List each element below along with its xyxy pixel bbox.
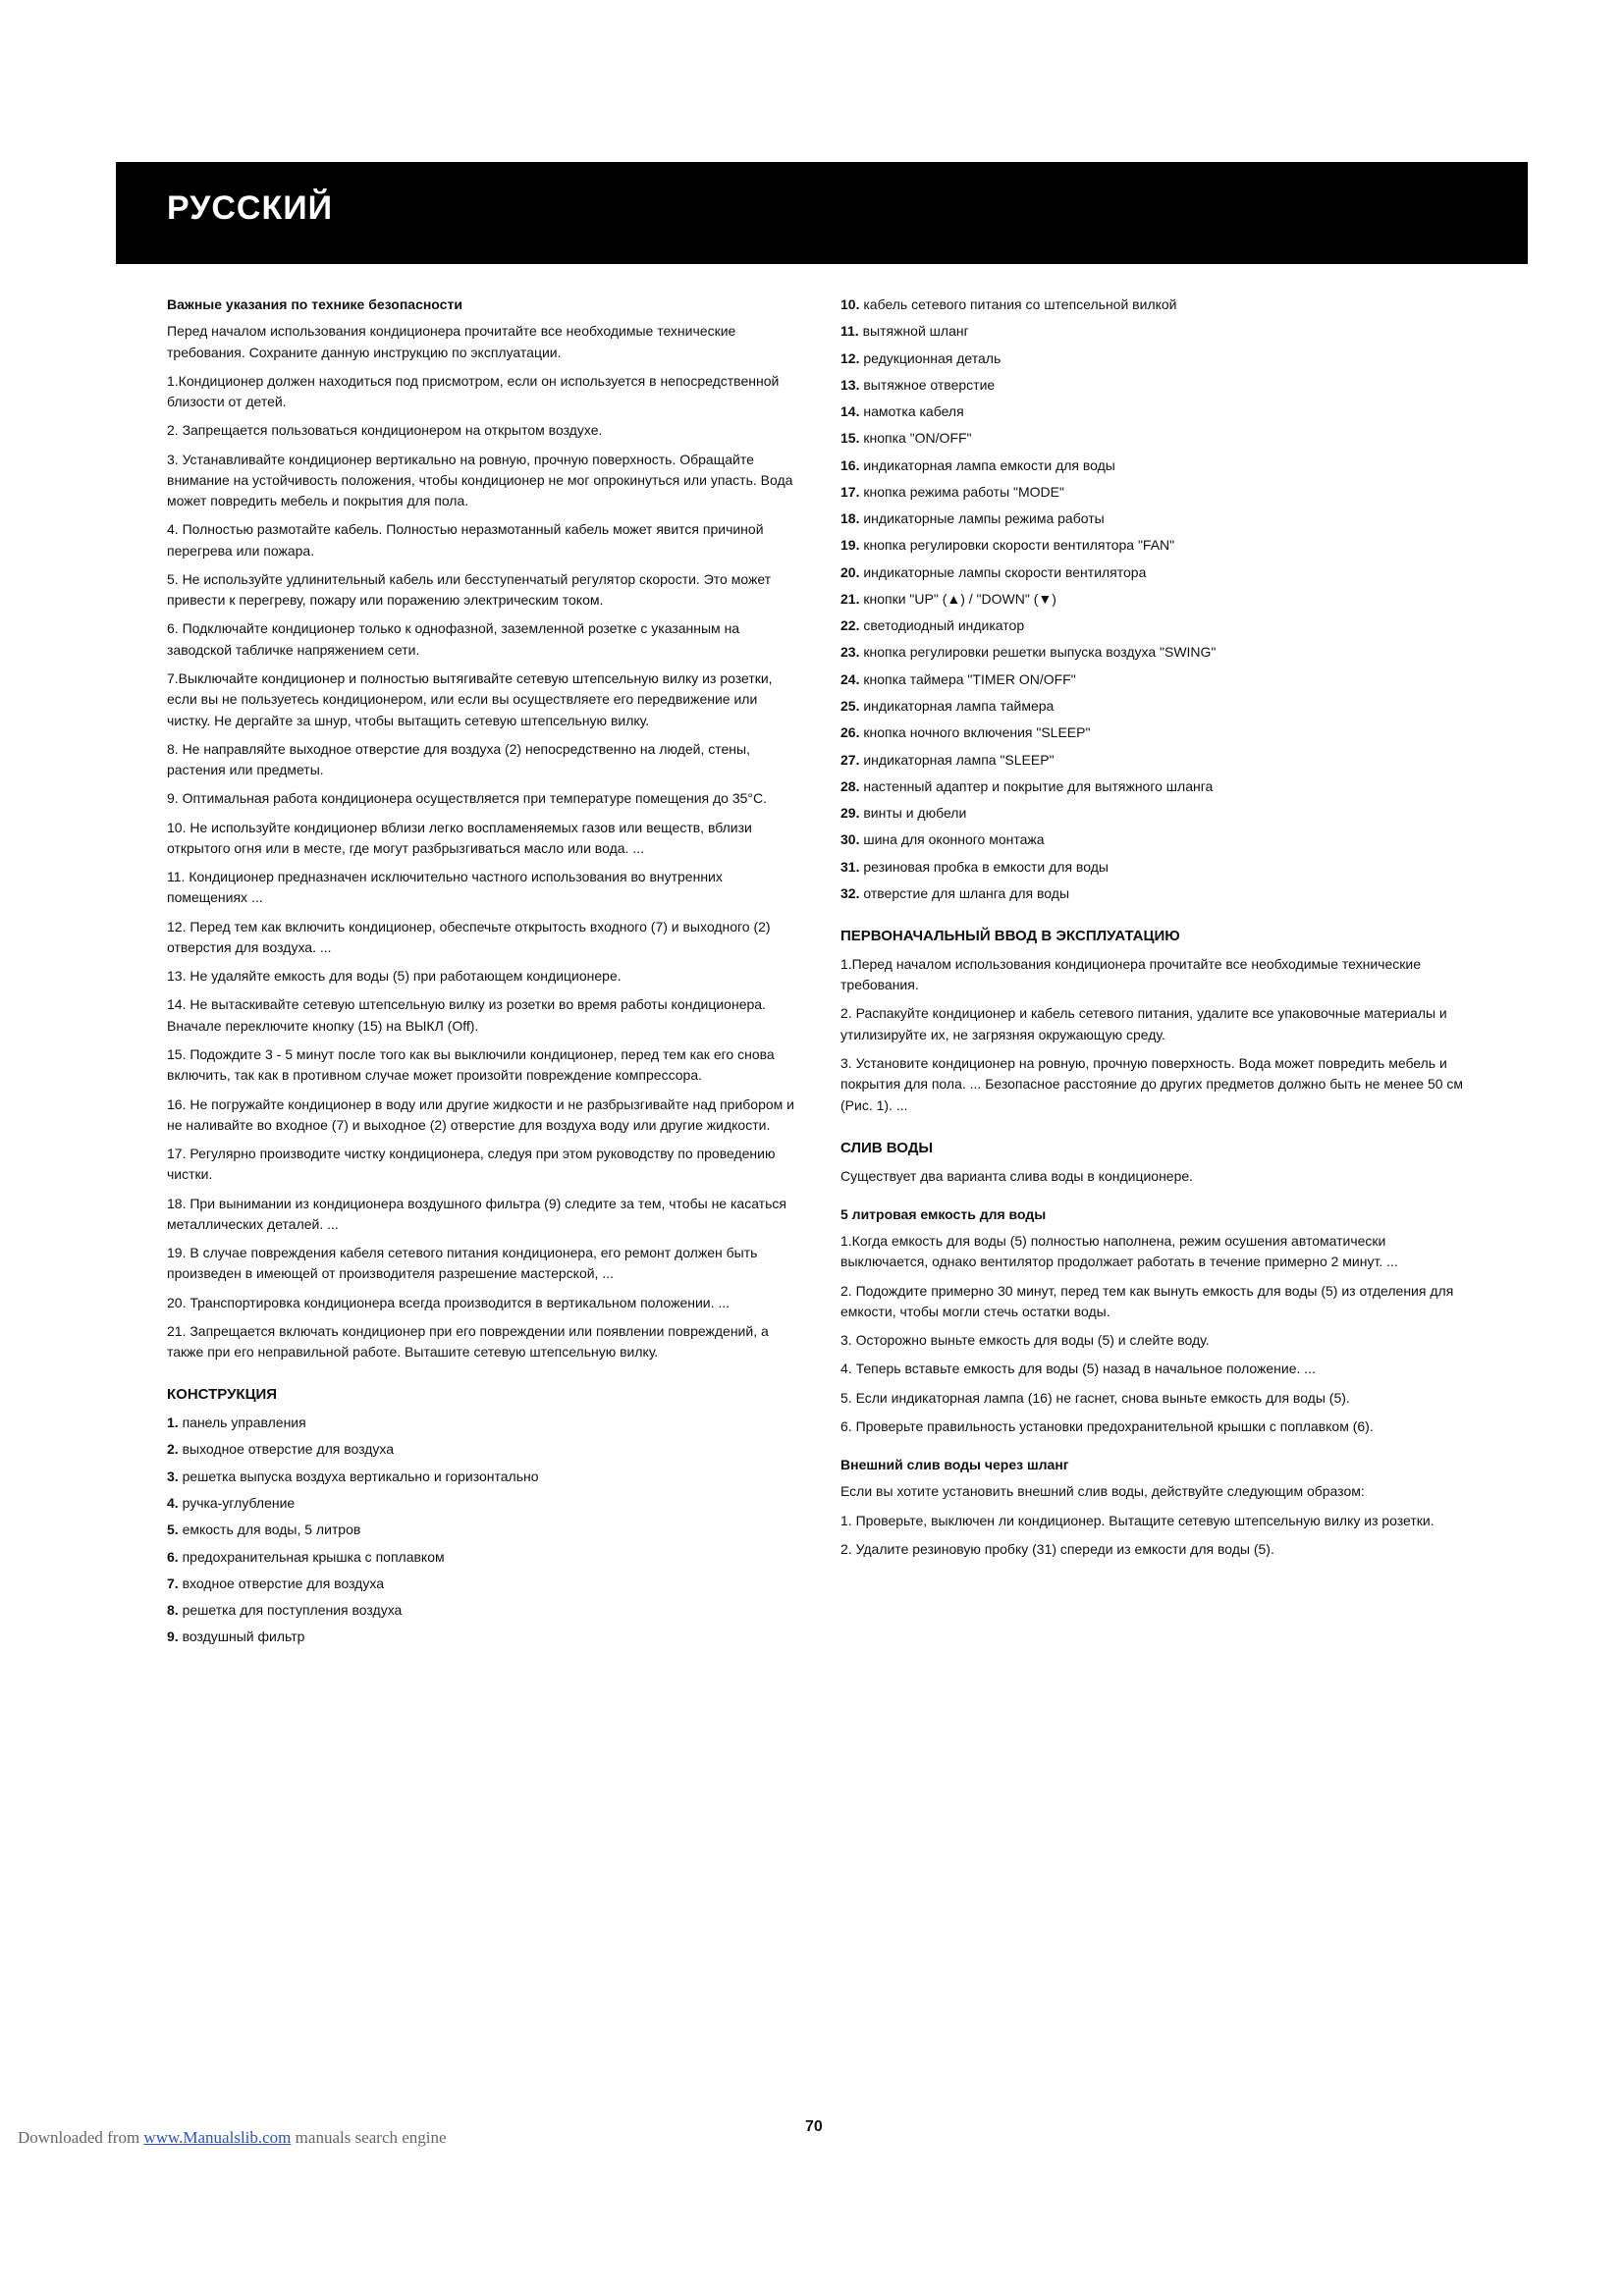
safety-intro: Перед началом использования кондиционера прочитайте все необходимые технические требования. Сохраните данную инструкцию по эксплуатации. (167, 323, 736, 360)
construction-item (840, 857, 1469, 878)
construction-item-number: 32. (840, 884, 864, 901)
construction-item-number: 22. (840, 617, 864, 634)
first-use-item: 3. Установите кондиционер на ровную, прочную поверхность. Вода может повредить мебель и покрытия для пола. ... Безопасное расстояние до других предметов должно быть не менее 50 см (Рис. 1). ... (840, 1054, 1464, 1113)
construction-item-number: 9. (167, 1629, 183, 1645)
hose-intro: Если вы хотите установить внешний слив воды, действуйте следующим образом: (840, 1483, 1365, 1500)
construction-item (840, 321, 1469, 342)
language-title: РУССКИЙ (167, 189, 334, 227)
tank-list (840, 1231, 1469, 1437)
first-use-list (840, 954, 1469, 1116)
safety-item: 9. Оптимальная работа кондиционера осуществляется при температуре помещения до 35°C. (167, 790, 767, 807)
construction-item (167, 1627, 795, 1647)
construction-item (167, 1574, 795, 1594)
construction-item-label: кнопка таймера "TIMER ON/OFF" (863, 670, 1076, 687)
construction-item (840, 482, 1469, 503)
safety-item: 16. Не погружайте кондиционер в воду или другие жидкости и не разбрызгивайте над прибором и не наливайте во входное (7) и выходное (2) отверстие для воздуха воду или другие жидкости. (167, 1095, 794, 1133)
construction-item (840, 669, 1469, 690)
construction-item-label: индикаторные лампы режима работы (863, 510, 1105, 527)
construction-item-number: 10. (840, 296, 864, 312)
safety-item: 21. Запрещается включать кондиционер при его повреждении или появлении повреждений, а также при его неправильной работе. Выташите сетевую штепсельную вилку. (167, 1322, 769, 1361)
first-use-title: ПЕРВОНАЧАЛЬНЫЙ ВВОД В ЭКСПЛУАТАЦИЮ (840, 928, 1180, 945)
construction-item-number: 16. (840, 456, 864, 473)
construction-item (840, 722, 1469, 743)
construction-item (167, 1520, 795, 1540)
construction-item-label: намотка кабеля (863, 403, 964, 420)
construction-list-right (840, 294, 1469, 904)
construction-item-label: ручка-углубление (182, 1495, 296, 1512)
construction-item-label: вытяжное отверстие (863, 376, 996, 393)
safety-item: 14. Не вытаскивайте сетевую штепсельную вилку из розетки во время работы кондиционера. Вначале переключите кнопку (15) на ВЫКЛ (Off). (167, 996, 766, 1034)
construction-item (167, 1493, 795, 1514)
construction-item (167, 1600, 795, 1621)
footer-suffix: manuals search engine (291, 2128, 447, 2147)
construction-item-number: 23. (840, 644, 864, 661)
construction-item (167, 1413, 795, 1433)
construction-item-number: 21. (840, 590, 864, 607)
tank-item: 1.Когда емкость для воды (5) полностью наполнена, режим осушения автоматически выключается, однако вентилятор продолжает работать в течение примерно 2 минут. ... (840, 1233, 1398, 1270)
construction-item (840, 508, 1469, 529)
construction-item-label: винты и дюбели (863, 805, 967, 822)
construction-item (840, 883, 1469, 904)
tank-item: 5. Если индикаторная лампа (16) не гаснет, снова выньте емкость для воды (5). (840, 1389, 1350, 1406)
safety-item: 12. Перед тем как включить кондиционер, обеспечьте открытость входного (7) и выходного (2) отверстия для воздуха. ... (167, 918, 771, 955)
construction-list-left (167, 1413, 795, 1647)
construction-item-number: 13. (840, 376, 864, 393)
tank-item: 3. Осторожно выньте емкость для воды (5) и слейте воду. (840, 1332, 1210, 1349)
construction-item-number: 31. (840, 858, 864, 875)
construction-item-label: индикаторная лампа "SLEEP" (863, 751, 1055, 768)
safety-item: 3. Устанавливайте кондиционер вертикально на ровную, прочную поверхность. Обращайте внимание на устойчивость положения, чтобы кондиционер не мог опрокинуться или упасть. Вода может повредить мебель и покрытия для пола. (167, 451, 793, 509)
construction-item-label: индикаторные лампы скорости вентилятора (863, 563, 1147, 580)
construction-item-label: входное отверстие для воздуха (182, 1575, 384, 1591)
construction-item-number: 27. (840, 751, 864, 768)
construction-item-label: светодиодный индикатор (863, 617, 1025, 634)
construction-item-number: 24. (840, 670, 864, 687)
construction-item (840, 803, 1469, 824)
construction-item (840, 696, 1469, 717)
construction-item-label: панель управления (182, 1415, 306, 1431)
construction-item (840, 776, 1469, 797)
safety-item: 10. Не используйте кондиционер вблизи легко воспламеняемых газов или веществ, вблизи открытого огня или в месте, где могут разбрызгиваться масло или вода. ... (167, 819, 752, 856)
construction-item (167, 1547, 795, 1568)
construction-item-label: решетка выпуска воздуха вертикально и горизонтально (182, 1468, 539, 1484)
construction-item (840, 455, 1469, 476)
construction-item-number: 15. (840, 430, 864, 447)
safety-item: 17. Регулярно производите чистку кондиционера, следуя при этом руководству по проведению чистки. (167, 1146, 776, 1183)
construction-item (840, 348, 1469, 369)
safety-item: 13. Не удаляйте емкость для воды (5) при работающем кондиционере. (167, 968, 622, 985)
construction-item-number: 4. (167, 1495, 183, 1512)
construction-item-number: 2. (167, 1441, 183, 1458)
first-use-item: 2. Распакуйте кондиционер и кабель сетевого питания, удалите все упаковочные материалы и утилизируйте их, не загрязняя окружающую среду. (840, 1005, 1447, 1042)
left-column (167, 294, 795, 1654)
construction-item (840, 589, 1469, 610)
footer-prefix: Downloaded from (18, 2128, 144, 2147)
construction-item (167, 1467, 795, 1487)
construction-item-number: 11. (840, 323, 863, 340)
construction-item-label: вытяжной шланг (862, 323, 969, 340)
hose-item: 2. Удалите резиновую пробку (31) спереди из емкости для воды (5). (840, 1541, 1274, 1558)
construction-item-label: индикаторная лампа емкости для воды (863, 456, 1115, 473)
safety-item: 6. Подключайте кондиционер только к однофазной, заземленной розетке с указанным на заводской табличке напряжением сети. (167, 620, 740, 658)
construction-item-number: 28. (840, 777, 864, 794)
construction-item-label: индикаторная лампа таймера (863, 697, 1055, 714)
construction-item (167, 1439, 795, 1460)
construction-item-label: кнопки "UP" (▲) / "DOWN" (▼) (863, 590, 1056, 607)
construction-item-number: 18. (840, 510, 864, 527)
construction-item-number: 3. (167, 1468, 183, 1484)
tank-item: 2. Подождите примерно 30 минут, перед тем как вынуть емкость для воды (5) из отделения для емкости, чтобы могли стечь остатки воды. (840, 1282, 1454, 1319)
construction-item-label: редукционная деталь (863, 349, 1001, 366)
construction-item-number: 25. (840, 697, 864, 714)
construction-item (840, 829, 1469, 850)
safety-item: 5. Не используйте удлинительный кабель или бесступенчатый регулятор скорости. Это может привести к перегреву, пожару или поражению электрическим током. (167, 570, 772, 609)
construction-item-label: кнопка режима работы "MODE" (863, 483, 1064, 500)
construction-item-number: 17. (840, 483, 864, 500)
construction-item (840, 535, 1469, 556)
safety-item: 18. При вынимании из кондиционера воздушного фильтра (9) следите за тем, чтобы не касаться металлических деталей. ... (167, 1195, 786, 1232)
safety-item: 11. Кондиционер предназначен исключительно частного использования во внутренних помещениях ... (167, 869, 723, 906)
construction-item-label: кабель сетевого питания со штепсельной вилкой (863, 296, 1177, 312)
construction-item (840, 750, 1469, 771)
construction-item (840, 401, 1469, 422)
construction-item-label: емкость для воды, 5 литров (182, 1522, 361, 1538)
safety-list (167, 371, 795, 1363)
construction-item-number: 1. (167, 1415, 183, 1431)
footer (18, 2128, 447, 2148)
page-number: 70 (805, 2118, 823, 2135)
construction-item-number: 29. (840, 805, 864, 822)
construction-item-number: 7. (167, 1575, 183, 1591)
hose-list (840, 1511, 1469, 1561)
hose-item: 1. Проверьте, выключен ли кондиционер. Вытащите сетевую штепсельную вилку из розетки. (840, 1512, 1435, 1528)
safety-item: 19. В случае повреждения кабеля сетевого питания кондиционера, его ремонт должен быть произведен в имеющей от производителя разрешение мастерской, ... (167, 1245, 758, 1282)
tank-title: 5 литровая емкость для воды (840, 1205, 1047, 1222)
construction-item-number: 12. (840, 349, 864, 366)
safety-item: 15. Подождите 3 - 5 минут после того как вы выключили кондиционер, перед тем как его снова включить, так как в противном случае может произойти повреждение компрессора. (167, 1045, 775, 1084)
construction-item (840, 615, 1469, 636)
construction-item-label: шина для оконного монтажа (863, 831, 1045, 848)
construction-item-label: решетка для поступления воздуха (182, 1602, 403, 1619)
construction-item-number: 8. (167, 1602, 183, 1619)
right-column (840, 294, 1469, 1568)
construction-item (840, 375, 1469, 396)
construction-item (840, 294, 1469, 315)
construction-item-label: настенный адаптер и покрытие для вытяжного шланга (863, 777, 1214, 794)
construction-item-number: 5. (167, 1522, 183, 1538)
manualslib-link[interactable]: www.Manualslib.com (143, 2128, 292, 2147)
construction-item-label: воздушный фильтр (182, 1629, 305, 1645)
construction-item-number: 26. (840, 724, 864, 741)
construction-item-label: предохранительная крышка с поплавком (182, 1548, 445, 1565)
tank-item: 6. Проверьте правильность установки предохранительной крышки с поплавком (6). (840, 1417, 1374, 1434)
construction-item (840, 428, 1469, 449)
construction-item (840, 642, 1469, 663)
construction-item-label: кнопка регулировки решетки выпуска воздуха "SWING" (863, 644, 1217, 661)
safety-item: 2. Запрещается пользоваться кондиционером на открытом воздухе. (167, 422, 603, 439)
construction-item-number: 6. (167, 1548, 183, 1565)
safety-item: 1.Кондиционер должен находиться под присмотром, если он используется в непосредственной близости от детей. (167, 372, 780, 410)
first-use-item: 1.Перед началом использования кондиционера прочитайте все необходимые технические требования. (840, 955, 1421, 993)
safety-item: 20. Транспортировка кондиционера всегда производится в вертикальном положении. ... (167, 1294, 731, 1310)
safety-item: 8. Не направляйте выходное отверстие для воздуха (2) непосредственно на людей, стены, растения или предметы. (167, 740, 750, 778)
construction-item (840, 562, 1469, 583)
construction-title: КОНСТРУКЦИЯ (167, 1386, 278, 1404)
construction-item-number: 20. (840, 563, 864, 580)
construction-item-label: кнопка ночного включения "SLEEP" (863, 724, 1091, 741)
safety-item: 4. Полностью размотайте кабель. Полностью неразмотанный кабель может явится причиной перегрева или пожара. (167, 521, 764, 559)
safety-title: Важные указания по технике безопасности (167, 296, 462, 312)
construction-item-label: резиновая пробка в емкости для воды (863, 858, 1109, 875)
language-banner (116, 162, 1528, 264)
construction-item-label: кнопка регулировки скорости вентилятора "FAN" (863, 537, 1175, 554)
safety-item: 7.Выключайте кондиционер и полностью вытягивайте сетевую штепсельную вилку из розетки, если вы не пользуетесь кондиционером, или если вы осуществляете его передвижение или чистку. Не дергайте за шнур, чтобы вытащить сетевую штепсельную вилку. (167, 669, 773, 728)
construction-item-number: 19. (840, 537, 864, 554)
construction-item-number: 14. (840, 403, 864, 420)
construction-item-number: 30. (840, 831, 864, 848)
hose-title: Внешний слив воды через шланг (840, 1457, 1069, 1473)
construction-item-label: выходное отверстие для воздуха (182, 1441, 395, 1458)
drain-title: СЛИВ ВОДЫ (840, 1139, 934, 1156)
drain-intro: Существует два варианта слива воды в кондиционере. (840, 1167, 1194, 1184)
construction-item-label: отверстие для шланга для воды (863, 884, 1070, 901)
tank-item: 4. Теперь вставьте емкость для воды (5) назад в начальное положение. ... (840, 1361, 1316, 1377)
construction-item-label: кнопка "ON/OFF" (863, 430, 972, 447)
